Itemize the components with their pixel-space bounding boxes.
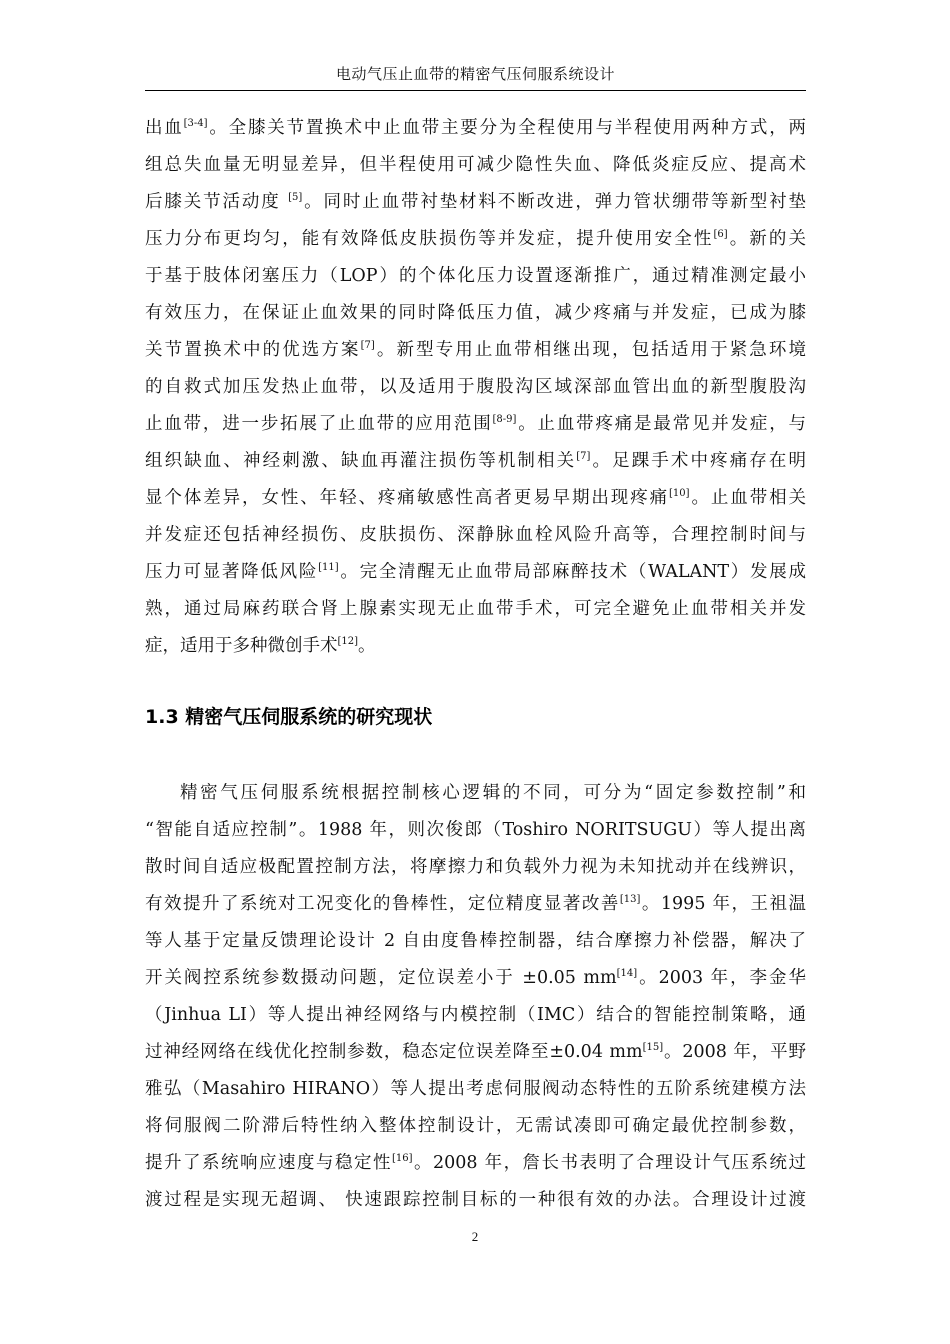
text-run: 渡过程是实现无超调、 快速跟踪控制目标的一种很有效的办法。合理设计过渡: [145, 1190, 806, 1210]
text-run: 将伺服阀二阶滞后特性纳入整体控制设计，无需试凑即可确定最优控制参数，: [145, 1116, 806, 1136]
text-line: [145, 554, 806, 591]
text-run: 出血: [145, 118, 184, 138]
text-run: 的自救式加压发热止血带，以及适用于腹股沟区域深部血管出血的新型腹股沟: [145, 377, 806, 397]
text-run: 。同时止血带衬垫材料不断改进，弹力管状绷带等新型衬垫: [302, 192, 806, 212]
text-line: [145, 110, 806, 147]
text-line: [145, 1145, 806, 1182]
text-run: 。: [358, 636, 376, 656]
text-line: [145, 406, 806, 443]
text-run: 。1995 年，王祖温: [640, 894, 806, 914]
text-run: 雅弘（Masahiro HIRANO）等人提出考虑伺服阀动态特性的五阶系统建模方法: [145, 1079, 806, 1099]
citation-marker: [15]: [642, 1042, 664, 1053]
text-line: [145, 1071, 806, 1108]
text-line: [145, 960, 806, 997]
citation-marker: [3-4]: [183, 118, 208, 129]
page-header: 电动气压止血带的精密气压伺服系统设计: [145, 60, 806, 91]
text-line: [145, 147, 806, 184]
text-run: 熟，通过局麻药联合肾上腺素实现无止血带手术，可完全避免止血带相关并发: [145, 599, 806, 619]
text-run: 止血带，进一步拓展了止血带的应用范围: [145, 414, 493, 434]
text-run: 精密气压伺服系统根据控制核心逻辑的不同，可分为“固定参数控制”和: [180, 783, 806, 803]
text-run: 。足踝手术中疼痛存在明: [590, 451, 806, 471]
text-run: 组织缺血、神经刺激、缺血再灌注损伤等机制相关: [145, 451, 577, 471]
text-run: 。2003 年，李金华: [637, 968, 806, 988]
citation-marker: [7]: [360, 340, 375, 351]
text-run: 显个体差异，女性、年轻、疼痛敏感性高者更易早期出现疼痛: [145, 488, 670, 508]
paragraph-tourniquet-review: [145, 110, 806, 665]
text-run: 有效提升了系统对工况变化的鲁棒性，定位精度显著改善: [145, 894, 620, 914]
text-run: 症，适用于多种微创手术: [145, 636, 338, 656]
citation-marker: [13]: [619, 894, 641, 905]
text-run: 等人基于定量反馈理论设计 2 自由度鲁棒控制器，结合摩擦力补偿器，解决了: [145, 931, 806, 951]
text-line: [145, 221, 806, 258]
text-run: 。新的关: [727, 229, 806, 249]
text-run: 。完全清醒无止血带局部麻醉技术（WALANT）发展成: [338, 562, 806, 582]
citation-marker: [14]: [616, 968, 638, 979]
text-line: [145, 258, 806, 295]
citation-marker: [10]: [669, 488, 690, 499]
text-run: 。止血带相关: [689, 488, 806, 508]
citation-marker: [8-9]: [492, 414, 517, 425]
text-line: [145, 997, 806, 1034]
text-line: [145, 369, 806, 406]
text-run: 。2008 年，平野: [663, 1042, 806, 1062]
text-line: [145, 332, 806, 369]
citation-marker: [6]: [713, 229, 728, 240]
text-run: 提升了系统响应速度与稳定性: [145, 1153, 392, 1173]
citation-marker: [12]: [337, 636, 359, 647]
text-run: 。全膝关节置换术中止血带主要分为全程使用与半程使用两种方式，两: [207, 118, 806, 138]
text-line: [145, 886, 806, 923]
text-run: 压力可显著降低风险: [145, 562, 319, 582]
paragraph-servo-review: [145, 775, 806, 1219]
text-run: （Jinhua LI）等人提出神经网络与内模控制（IMC）结合的智能控制策略，通: [145, 1005, 806, 1025]
text-line: [145, 1182, 806, 1219]
text-run: 压力分布更均匀，能有效降低皮肤损伤等并发症，提升使用安全性: [145, 229, 714, 249]
text-run: 散时间自适应极配置控制方法，将摩擦力和负载外力视为未知扰动并在线辨识，: [145, 857, 806, 877]
text-run: “智能自适应控制”。1988 年，则次俊郎（Toshiro NORITSUGU）等人提出离: [145, 820, 806, 840]
text-line: [145, 849, 806, 886]
citation-marker: [5]: [288, 192, 303, 203]
text-run: 关节置换术中的优选方案: [145, 340, 361, 360]
text-line: [145, 775, 806, 812]
text-line: [145, 295, 806, 332]
text-line: [145, 517, 806, 554]
text-run: 于基于肢体闭塞压力（LOP）的个体化压力设置逐渐推广，通过精准测定最小: [145, 266, 806, 286]
text-line: [145, 443, 806, 480]
text-run: 有效压力，在保证止血效果的同时降低压力值，减少疼痛与并发症，已成为膝: [145, 303, 806, 323]
text-run: 并发症还包括神经损伤、皮肤损伤、深静脉血栓风险升高等，合理控制时间与: [145, 525, 806, 545]
citation-marker: [7]: [576, 451, 591, 462]
text-line: [145, 628, 806, 665]
text-run: 。2008 年，詹长书表明了合理设计气压系统过: [412, 1153, 806, 1173]
text-line: [145, 1034, 806, 1071]
text-run: 。新型专用止血带相继出现，包括适用于紧急环境: [374, 340, 806, 360]
page-number: 2: [471, 1229, 479, 1244]
text-line: [145, 184, 806, 221]
citation-marker: [16]: [391, 1153, 413, 1164]
text-line: [145, 1108, 806, 1145]
text-line: [145, 591, 806, 628]
text-run: 过神经网络在线优化控制参数，稳态定位误差降至±0.04 mm: [145, 1042, 643, 1062]
text-run: 组总失血量无明显差异，但半程使用可减少隐性失血、降低炎症反应、提高术: [145, 155, 806, 175]
citation-marker: [11]: [318, 562, 339, 573]
section-heading: 1.3 精密气压伺服系统的研究现状: [145, 706, 433, 728]
text-line: [145, 480, 806, 517]
text-run: 开关阀控系统参数摄动问题，定位误差小于 ±0.05 mm: [145, 968, 617, 988]
text-run: 后膝关节活动度: [145, 192, 289, 212]
text-line: [145, 923, 806, 960]
text-line: [145, 812, 806, 849]
text-run: 。止血带疼痛是最常见并发症，与: [516, 414, 806, 434]
